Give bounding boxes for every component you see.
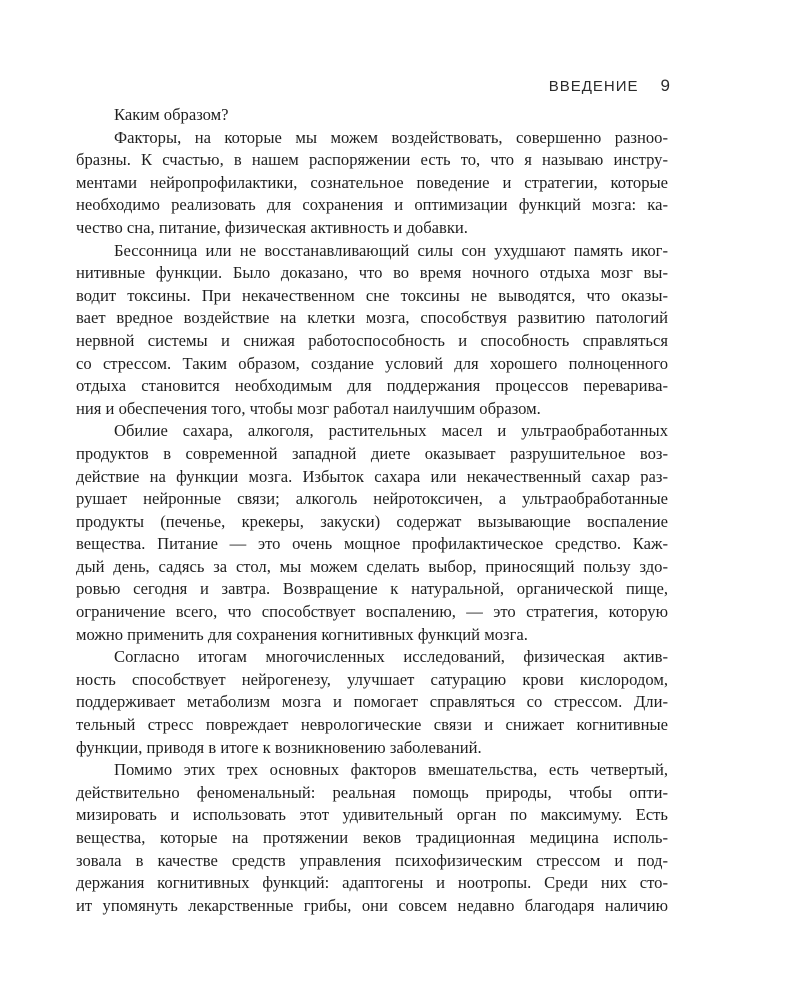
section-title: ВВЕДЕНИЕ: [548, 78, 639, 95]
text-line: Факторы, на которые мы можем воздействовать, совершенно разноо-: [114, 127, 668, 147]
text-line: ментами нейропрофилактики, сознательное поведение и стратегии, которые: [76, 172, 668, 192]
text-line: зовала в качестве средств управления психофизическим стрессом и под-: [76, 850, 668, 870]
text-line: бразны. К счастью, в нашем распоряжении есть то, что я называю инстру-: [76, 150, 668, 170]
text-line: нервной системы и снижая работоспособность и способность справляться: [76, 330, 668, 350]
text-line: тельный стресс повреждает неврологические связи и снижает когнитивные: [76, 715, 668, 735]
text-line: функции, приводя в итоге к возникновению заболеваний.: [76, 737, 482, 757]
text-line: водит токсины. При некачественном сне токсины не выводятся, что оказы-: [76, 285, 668, 305]
text-line: со стрессом. Таким образом, создание условий для хорошего полноценного: [76, 353, 668, 373]
text-line: поддерживает метаболизм мозга и помогает справляться со стрессом. Дли-: [76, 692, 668, 712]
text-line: Помимо этих трех основных факторов вмешательства, есть четвертый,: [114, 760, 668, 780]
text-line: действие на функции мозга. Избыток сахара или некачественный сахар раз-: [76, 466, 668, 486]
text-line: ит упомянуть лекарственные грибы, они совсем недавно благодаря наличию: [76, 895, 668, 915]
text-line: Бессонница или не восстанавливающий силы сон ухудшают память иког-: [114, 240, 668, 260]
text-line: Согласно итогам многочисленных исследований, физическая актив-: [114, 647, 668, 667]
text-line: держания когнитивных функций: адаптогены и ноотропы. Среди них сто-: [76, 873, 668, 893]
text-line: продуктов в современной западной диете оказывает разрушительное воз-: [76, 443, 668, 463]
text-line: продукты (печенье, крекеры, закуски) содержат вызывающие воспаление: [76, 511, 668, 531]
text-line: можно применить для сохранения когнитивных функций мозга.: [76, 624, 528, 644]
text-line: нитивные функции. Было доказано, что во время ночного отдыха мозг вы-: [76, 263, 668, 283]
text-line: ность способствует нейрогенезу, улучшает сатурацию крови кислородом,: [76, 669, 668, 689]
text-line: действительно феноменальный: реальная помощь природы, чтобы опти-: [76, 782, 668, 802]
text-line: ровью сегодня и завтра. Возвращение к натуральной, органической пище,: [76, 579, 668, 599]
body-text: [76, 104, 668, 917]
text-line: вещества. Питание — это очень мощное профилактическое средство. Каж-: [76, 534, 668, 554]
text-line: вещества, которые на протяжении веков традиционная медицина исполь-: [76, 828, 668, 847]
text-line: мизировать и использовать этот удивительный орган по максимуму. Есть: [76, 805, 668, 825]
text-line: ограничение всего, что способствует воспалению, — это стратегия, которую: [76, 602, 668, 622]
text-line: отдыха становится необходимым для поддержания процессов переварива-: [76, 376, 668, 396]
page-number: 9: [660, 76, 670, 95]
running-head: [549, 76, 670, 96]
text-line: вает вредное воздействие на клетки мозга, способствуя развитию патологий: [76, 308, 668, 328]
text-line: Обилие сахара, алкоголя, растительных масел и ультраобработанных: [114, 421, 668, 441]
text-line: Каким образом?: [114, 105, 229, 124]
text-line: дый день, садясь за стол, мы можем сделать выбор, приносящий пользу здо-: [76, 556, 668, 576]
text-line: ния и обеспечения того, чтобы мозг работал наилучшим образом.: [76, 398, 541, 418]
text-line: рушает нейронные связи; алкоголь нейротоксичен, а ультраобработанные: [76, 489, 668, 509]
text-line: чество сна, питание, физическая активность и добавки.: [76, 217, 468, 237]
text-line: необходимо реализовать для сохранения и оптимизации функций мозга: ка-: [76, 195, 668, 215]
